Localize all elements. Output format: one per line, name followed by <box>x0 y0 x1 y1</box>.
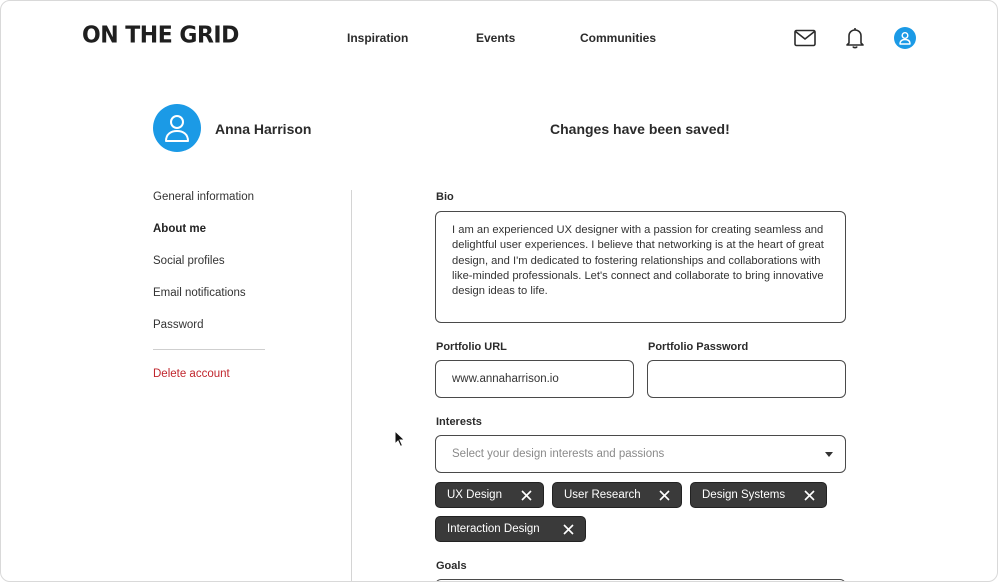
save-status-message: Changes have been saved! <box>550 121 730 137</box>
close-icon[interactable] <box>804 490 815 501</box>
close-icon[interactable] <box>659 490 670 501</box>
close-icon[interactable] <box>563 524 574 535</box>
user-avatar-button[interactable] <box>894 27 916 49</box>
chip-label: UX Design <box>447 489 502 501</box>
delete-account-link[interactable]: Delete account <box>153 368 230 380</box>
interest-chip[interactable] <box>552 482 682 508</box>
chip-label: Design Systems <box>702 489 786 501</box>
bell-icon[interactable] <box>842 25 868 51</box>
interest-chip[interactable] <box>435 516 586 542</box>
brand-logo[interactable]: ON THE GRID <box>82 22 239 49</box>
sidebar-divider <box>153 349 265 350</box>
portfolio-password-input[interactable] <box>647 360 846 398</box>
sidebar-item-about-me[interactable]: About me <box>153 223 207 235</box>
sidebar-item-email-notifications[interactable]: Email notifications <box>153 287 246 299</box>
interests-placeholder: Select your design interests and passions <box>452 448 665 460</box>
goals-label: Goals <box>436 560 467 572</box>
chip-label: Interaction Design <box>447 523 540 535</box>
section-divider <box>351 190 352 582</box>
user-icon <box>164 113 190 143</box>
nav-inspiration[interactable]: Inspiration <box>347 31 409 45</box>
portfolio-url-label: Portfolio URL <box>436 341 507 353</box>
nav-events[interactable]: Events <box>476 31 516 45</box>
interests-label: Interests <box>436 416 482 428</box>
portfolio-password-label: Portfolio Password <box>648 341 749 353</box>
mouse-cursor-icon <box>394 430 406 448</box>
profile-name: Anna Harrison <box>215 121 312 137</box>
profile-avatar <box>153 104 201 152</box>
user-icon <box>898 31 912 45</box>
nav-communities[interactable]: Communities <box>580 31 657 45</box>
sidebar-item-general-information[interactable]: General information <box>153 191 254 203</box>
bio-label: Bio <box>436 191 454 203</box>
chevron-down-icon[interactable] <box>825 452 833 457</box>
chip-label: User Research <box>564 489 641 501</box>
mail-icon[interactable] <box>792 25 818 51</box>
sidebar-item-social-profiles[interactable]: Social profiles <box>153 255 225 267</box>
portfolio-url-value: www.annaharrison.io <box>452 373 559 385</box>
close-icon[interactable] <box>521 490 532 501</box>
sidebar-item-password[interactable]: Password <box>153 319 204 331</box>
interest-chip[interactable] <box>435 482 544 508</box>
interest-chip[interactable] <box>690 482 827 508</box>
bio-text: I am an experienced UX designer with a passion for creating seamless and delightful user experiences. I believe that networking is at the heart of great design, and I'm dedicated to fostering relationships and collaborations with like-minded professionals. Let's connect and collaborate to bring innovative design ideas to life. <box>452 224 824 298</box>
